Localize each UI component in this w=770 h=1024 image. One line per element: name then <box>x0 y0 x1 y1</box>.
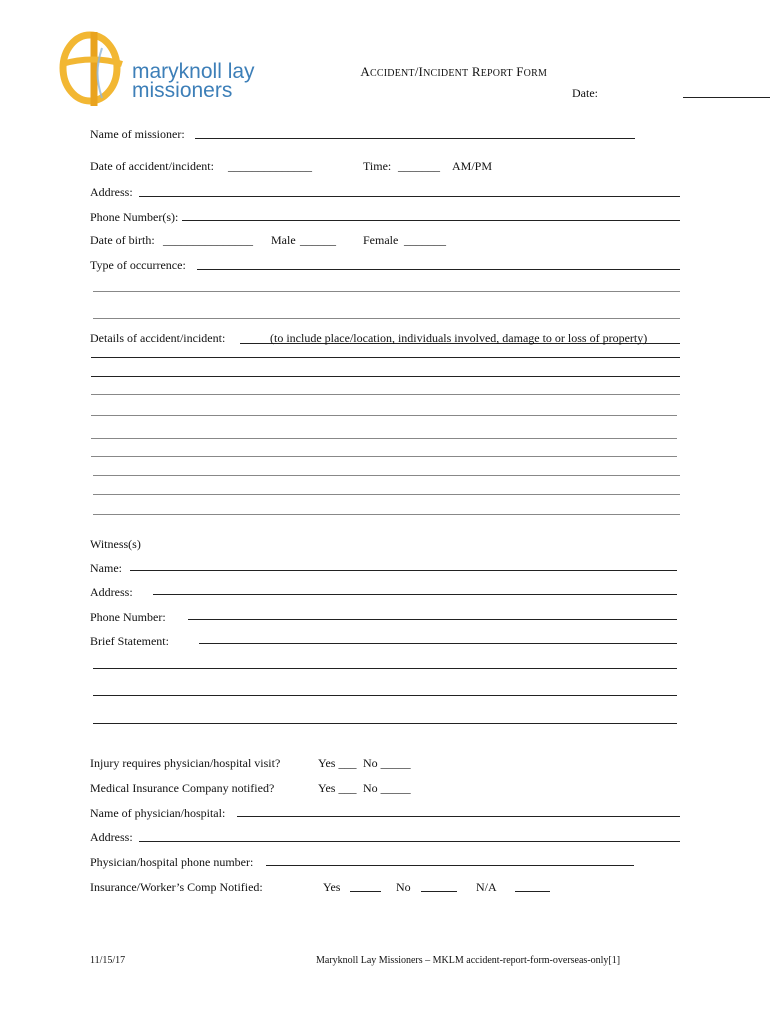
address-field[interactable] <box>139 196 680 197</box>
occurrence-line[interactable] <box>93 291 680 292</box>
footer-source: Maryknoll Lay Missioners – MKLM accident-report-form-overseas-only[1] <box>316 955 621 966</box>
occurrence-line[interactable] <box>93 318 680 319</box>
details-hint: (to include place/location, individuals involved, damage to or loss of property) <box>270 331 648 345</box>
details-line[interactable] <box>91 456 677 457</box>
details-line[interactable] <box>91 394 680 395</box>
physician-address-field[interactable] <box>139 841 680 842</box>
date-label: Date: <box>572 86 598 100</box>
witness-address-field[interactable] <box>153 594 677 595</box>
dob-field[interactable]: _______________ <box>163 233 253 247</box>
accident-date-field[interactable]: ______________ <box>228 159 312 173</box>
phone-label: Phone Number(s): <box>90 210 179 224</box>
logo <box>56 28 256 108</box>
witness-name-field[interactable] <box>130 570 677 571</box>
witness-phone-label: Phone Number: <box>90 610 166 624</box>
physician-address-label: Address: <box>90 830 133 844</box>
details-line[interactable] <box>91 376 680 377</box>
insurance-yes-field[interactable]: Yes ___ <box>318 781 357 795</box>
physician-yes-field[interactable]: Yes ___ <box>318 756 357 770</box>
comp-no-field[interactable] <box>421 891 457 892</box>
comp-na-label: N/A <box>476 880 497 894</box>
occurrence-label: Type of occurrence: <box>90 258 186 272</box>
logo-line1: maryknoll lay <box>132 60 255 83</box>
comp-na-field[interactable] <box>515 891 550 892</box>
details-line[interactable] <box>91 438 677 439</box>
male-label: Male <box>271 233 296 247</box>
time-field[interactable]: _______ <box>398 159 440 173</box>
missioner-field[interactable] <box>195 138 635 139</box>
physician-no-field[interactable]: No _____ <box>363 756 411 770</box>
physician-phone-field[interactable] <box>266 865 634 866</box>
details-line[interactable] <box>93 494 680 495</box>
witness-heading: Witness(s) <box>90 537 141 551</box>
physician-name-field[interactable] <box>237 816 680 817</box>
time-label: Time: <box>363 159 392 173</box>
comp-yes-label: Yes <box>323 880 341 894</box>
address-label: Address: <box>90 185 133 199</box>
logo-cross-icon <box>56 28 136 108</box>
phone-field[interactable] <box>182 220 680 221</box>
comp-no-label: No <box>396 880 411 894</box>
female-label: Female <box>363 233 399 247</box>
comp-label: Insurance/Worker’s Comp Notified: <box>90 880 263 894</box>
witness-statement-line[interactable] <box>93 723 677 724</box>
physician-name-label: Name of physician/hospital: <box>90 806 226 820</box>
physician-question: Injury requires physician/hospital visit? <box>90 756 281 770</box>
form-title: ACCIDENT/INCIDENT REPORT FORM <box>360 64 548 79</box>
witness-statement-field[interactable] <box>199 643 677 644</box>
witness-address-label: Address: <box>90 585 133 599</box>
footer-date: 11/15/17 <box>90 955 126 966</box>
male-field[interactable]: ______ <box>300 233 336 247</box>
insurance-no-field[interactable]: No _____ <box>363 781 411 795</box>
comp-yes-field[interactable] <box>350 891 381 892</box>
logo-line2: missioners <box>132 79 233 102</box>
witness-phone-field[interactable] <box>188 619 677 620</box>
ampm-label: AM/PM <box>452 159 493 173</box>
missioner-label: Name of missioner: <box>90 127 185 141</box>
details-line[interactable] <box>91 415 677 416</box>
physician-phone-label: Physician/hospital phone number: <box>90 855 254 869</box>
witness-statement-line[interactable] <box>93 668 677 669</box>
insurance-question: Medical Insurance Company notified? <box>90 781 275 795</box>
witness-statement-line[interactable] <box>93 695 677 696</box>
female-field[interactable]: _______ <box>404 233 446 247</box>
dob-label: Date of birth: <box>90 233 155 247</box>
details-label: Details of accident/incident: <box>90 331 226 345</box>
details-line[interactable] <box>93 475 680 476</box>
details-line[interactable] <box>93 514 680 515</box>
witness-statement-label: Brief Statement: <box>90 634 169 648</box>
occurrence-field[interactable] <box>197 269 680 270</box>
accident-date-label: Date of accident/incident: <box>90 159 214 173</box>
date-field[interactable] <box>683 97 770 98</box>
details-line[interactable] <box>91 357 680 358</box>
witness-name-label: Name: <box>90 561 122 575</box>
